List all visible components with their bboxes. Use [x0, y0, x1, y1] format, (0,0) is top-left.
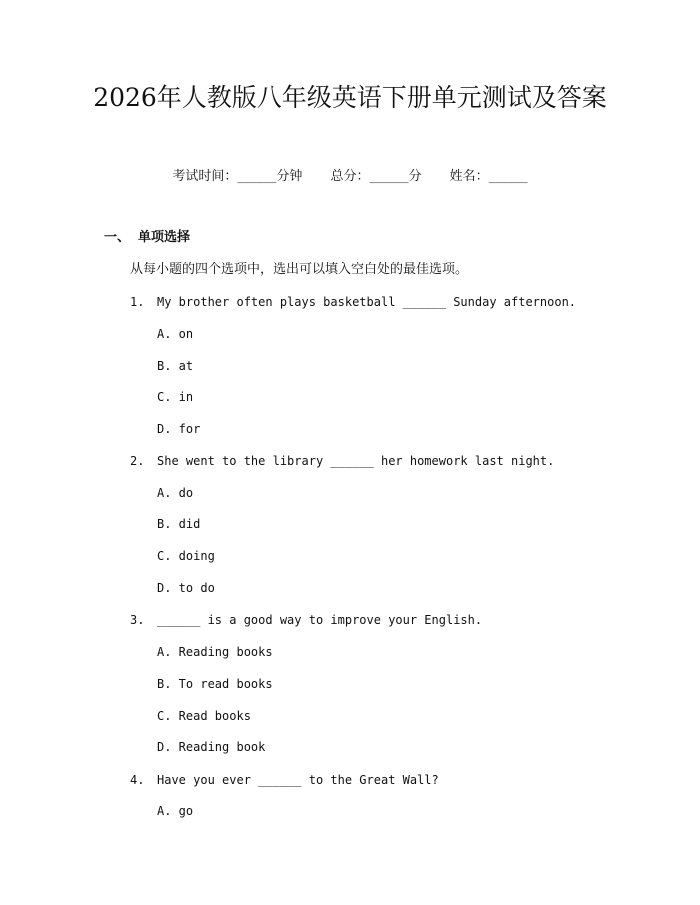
option: B. did	[157, 517, 201, 531]
question-number: 4.	[130, 773, 145, 787]
option: B. at	[157, 359, 194, 373]
student-name-field: 姓名：______	[449, 169, 528, 184]
question-text: ______ is a good way to improve your English.	[157, 613, 483, 627]
option: A. do	[157, 486, 194, 500]
option: B. To read books	[157, 677, 273, 691]
option: A. on	[157, 327, 194, 341]
exam-info-line	[0, 168, 700, 186]
exam-time-field: 考试时间：______分钟	[172, 169, 303, 184]
option: D. for	[157, 422, 201, 436]
option: C. doing	[157, 549, 215, 563]
question-text: Have you ever ______ to the Great Wall?	[157, 773, 439, 787]
question-number: 1.	[130, 295, 145, 309]
section-instructions: 从每小题的四个选项中，选出可以填入空白处的最佳选项。	[130, 262, 469, 277]
question-text: She went to the library ______ her homework last night.	[157, 454, 555, 468]
question-text: My brother often plays basketball ______ Sunday afternoon.	[157, 295, 577, 309]
option: C. in	[157, 390, 194, 404]
option: A. Reading books	[157, 645, 273, 659]
option: C. Read books	[157, 709, 251, 723]
option: D. to do	[157, 581, 215, 595]
page-title: 2026年人教版八年级英语下册单元测试及答案	[93, 83, 607, 112]
section-number: 一、	[104, 230, 131, 245]
question-number: 2.	[130, 454, 145, 468]
option: A. go	[157, 804, 194, 818]
section-heading	[104, 229, 190, 247]
question-number: 3.	[130, 613, 145, 627]
section-title: 单项选择	[138, 230, 191, 245]
total-score-field: 总分：______分	[330, 169, 422, 184]
option: D. Reading book	[157, 740, 266, 754]
